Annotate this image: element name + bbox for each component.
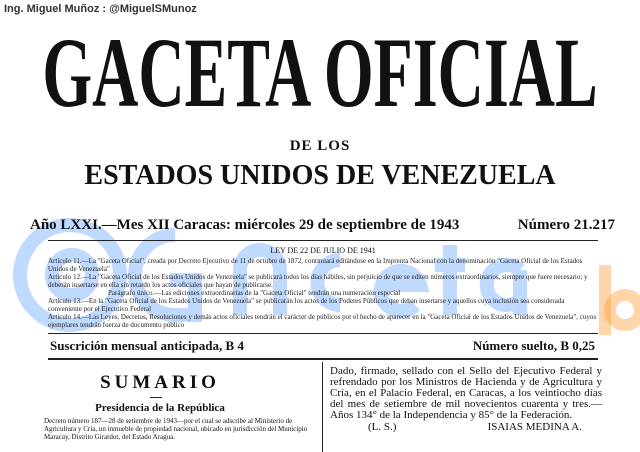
article-14: Artículo 14.—Las Leyes, Decretos, Resoluciones y demás actos oficiales tendrán el carácter de públicos por el hecho de aparecer en la "Gaceta Oficial de los Estados Unidos de Venezuela", cuyos ejemplares tendrán fuerza de documento público [48, 313, 597, 329]
seal-mark: (L. S.) [368, 421, 397, 433]
dateline [30, 217, 615, 234]
signature-row [330, 421, 602, 434]
right-column-text: Dado, firmado, sellado con el Sello del Ejecutivo Federal y refrendado por los Ministros de Hacienda y de Agricultura y Cría, en el Palacio Federal, en Caracas, a los veintiocho días del mes de setiembre de mil novecientos cuarenta y tres.—Años 134° de la Independencia y 85° de la Federación. [330, 365, 602, 421]
divider [48, 358, 598, 360]
pricing [50, 338, 595, 354]
law-articles [48, 257, 598, 329]
signature: ISAIAS MEDINA A. [487, 421, 582, 433]
right-column [330, 366, 602, 434]
article-12: Artículo 12.—La "Gaceta Oficial de los Estados Unidos de Venezuela" se publicará todos los días hábiles, sin perjuicio de que se editen números extraordinarios, siempre que fuere necesario; y deberán insertarse en ella sin retardo los actos oficiales que hayan de publicarse. [48, 273, 588, 289]
article-11: Artículo 11.—La "Gaceta Oficial", creada por Decreto Ejecutivo de 11 de octubre de 1872, continuará editándose en la Imprenta Nacional con la denominación "Gaceta Oficial de los Estados Unidos de Venezuela" [48, 257, 583, 273]
summary-section: Presidencia de la República [95, 402, 225, 414]
author-credit: Ing. Miguel Muñoz : @MiguelSMunoz [4, 3, 197, 15]
column-divider [322, 362, 323, 452]
issue-date: Año LXXI.—Mes XII Caracas: miércoles 29 de septiembre de 1943 [30, 217, 460, 233]
paragraph-unico: Parágrafo único.—Las ediciones extraordinarias de la "Gaceta Oficial" tendrán una numeración especial [108, 289, 401, 297]
summary-title: SUMARIO [100, 372, 220, 393]
masthead-de-los: DE LOS [289, 138, 351, 154]
masthead-title: GACETA OFICIAL [42, 17, 598, 128]
divider [48, 240, 598, 241]
divider [48, 333, 598, 334]
summary-decree: Decreto número 187—28 de setiembre de 1943—por el cual se adscribe al Ministerio de Agricultura y Cría, un inmueble de propiedad nacional, ubicado en jurisdicción del Municipio Maracay, Distrito Girardot, del Estado Aragua. [44, 417, 308, 441]
article-13: Artículo 13.—En la "Gaceta Oficial de los Estados Unidos de Venezuela" se publicarán los actos de los Poderes Públicos que deban insertarse y aquellos cuya inclusión sea considerada conveniente por el Ejecutivo Federal [48, 297, 565, 313]
issue-number: Número 21.217 [517, 217, 615, 233]
law-heading: LEY DE 22 DE JULIO DE 1941 [270, 246, 376, 255]
masthead-country: ESTADOS UNIDOS DE VENEZUELA [84, 160, 556, 191]
short-rule [150, 397, 162, 398]
subscription-price: Suscrición mensual anticipada, B 4 [50, 338, 244, 353]
single-price: Número suelto, B 0,25 [472, 338, 595, 353]
